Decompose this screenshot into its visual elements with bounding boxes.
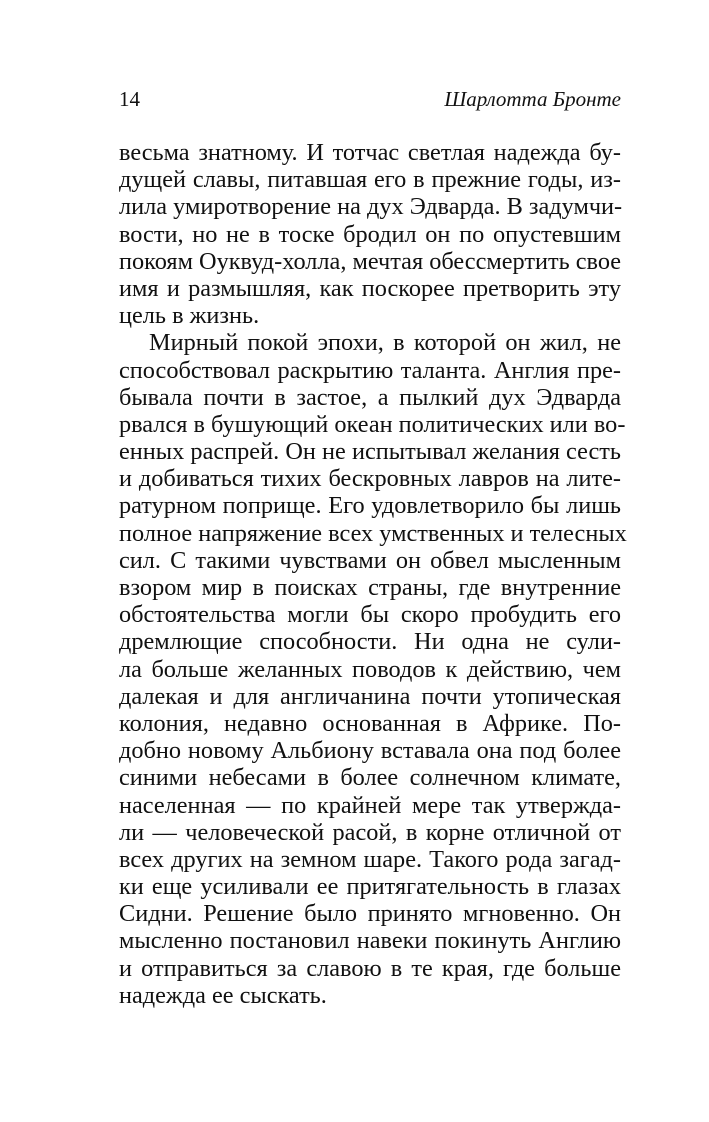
text-line: полное напряжение всех умственных и телесных — [119, 519, 627, 547]
text-line: весьма знатному. И тотчас светлая надежда бу- — [119, 139, 621, 166]
text-line: дущей славы, питавшая его в прежние годы, из- — [119, 166, 621, 194]
text-line: дремлющие способности. Ни одна не сули- — [119, 628, 621, 656]
page-header — [119, 84, 621, 114]
text-line: добно новому Альбиону вставала она под более — [119, 737, 621, 765]
text-line: рвался в бушующий океан политических или во- — [119, 410, 626, 438]
text-line: способствовал раскрытию таланта. Англия пре- — [119, 356, 621, 384]
text-line: колония, недавно основанная в Африке. По- — [119, 709, 621, 737]
running-title: Шарлотта Бронте — [444, 87, 621, 111]
text-line: ла больше желанных поводов к действию, чем — [119, 655, 621, 683]
text-line: ли — человеческой расой, в корне отличной от — [119, 818, 621, 846]
text-line: обстоятельства могли бы скоро пробудить его — [119, 601, 621, 629]
text-line: цель в жизнь. — [119, 302, 260, 330]
text-line: ки еще усиливали ее притягательность в глазах — [119, 873, 621, 901]
text-line: ратурном поприще. Его удовлетворило бы лишь — [119, 492, 621, 520]
text-line: бывала почти в застое, а пылкий дух Эдварда — [119, 383, 621, 411]
text-line: взором мир в поисках страны, где внутренние — [119, 574, 621, 601]
text-line: далекая и для англичанина почти утопическая — [119, 682, 621, 710]
text-line: и отправиться за славою в те края, где больше — [119, 954, 621, 982]
text-line: синими небесами в более солнечном климате, — [119, 764, 621, 792]
paragraph — [119, 329, 627, 1009]
text-line: надежда ее сыскать. — [119, 981, 327, 1009]
text-line: вости, но не в тоске бродил он по опустевшим — [119, 220, 621, 248]
text-line: населенная — по крайней мере так утвержда- — [119, 791, 621, 819]
text-line: имя и размышляя, как поскорее претворить эту — [119, 274, 621, 302]
paragraph — [119, 139, 621, 329]
text-line: Мирный покой эпохи, в которой он жил, не — [149, 329, 621, 357]
text-line: сил. С такими чувствами он обвел мысленным — [119, 546, 621, 574]
text-line: всех других на земном шаре. Такого рода загад- — [119, 845, 621, 873]
body-text — [119, 139, 627, 1009]
text-line: лила умиротворение на дух Эдварда. В задумчи- — [119, 193, 623, 221]
text-line: и добиваться тихих бескровных лавров на лите- — [119, 465, 621, 493]
text-line: Сидни. Решение было принято мгновенно. Он — [119, 900, 621, 928]
text-line: покоям Оуквуд-холла, мечтая обессмертить свое — [119, 247, 622, 275]
text-line: мысленно постановил навеки покинуть Англию — [119, 927, 621, 955]
page-number: 14 — [119, 87, 140, 111]
text-line: енных распрей. Он не испытывал желания сесть — [119, 438, 621, 466]
